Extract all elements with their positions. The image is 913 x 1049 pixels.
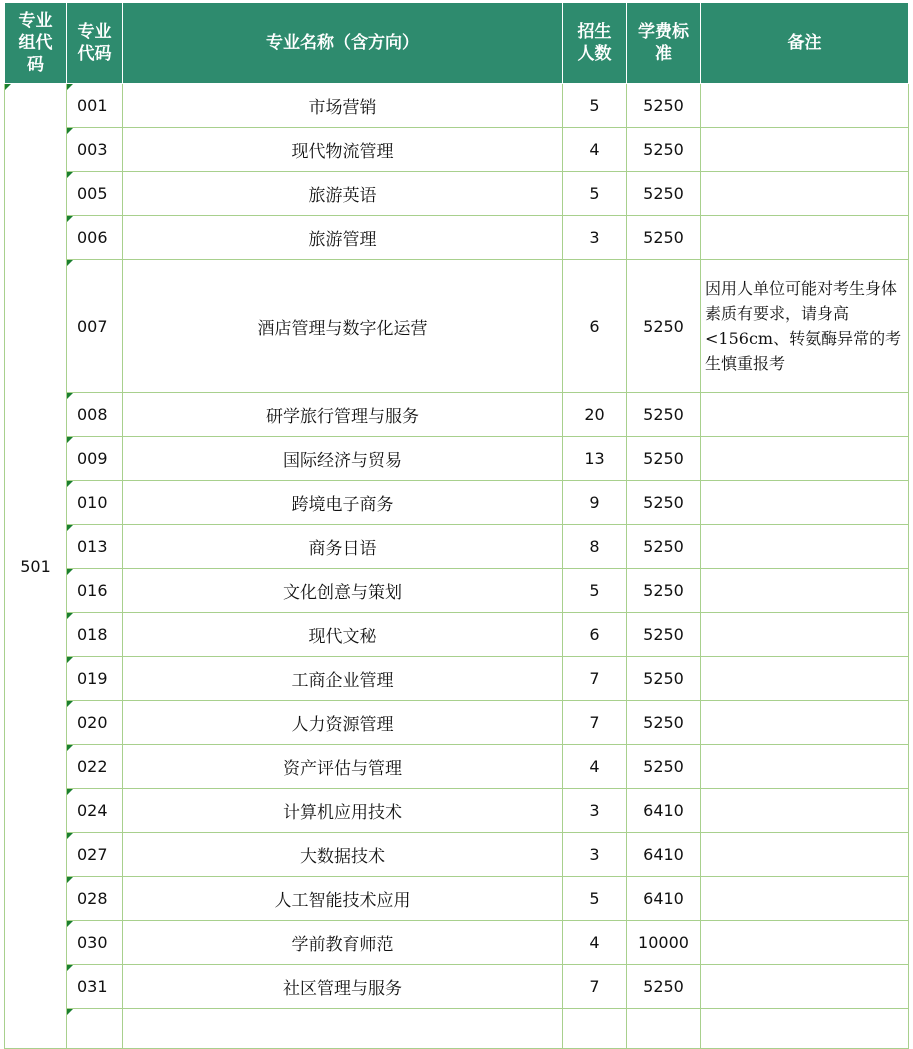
- enroll-count-cell[interactable]: 8: [563, 525, 627, 569]
- remarks-cell[interactable]: [701, 789, 909, 833]
- table-row: [5, 172, 909, 216]
- enroll-count-cell[interactable]: 7: [563, 701, 627, 745]
- tuition-cell[interactable]: 5250: [627, 437, 701, 481]
- remarks-cell[interactable]: [701, 216, 909, 260]
- remarks-cell[interactable]: [701, 965, 909, 1009]
- major-code-cell[interactable]: 001: [67, 84, 123, 128]
- major-code-cell[interactable]: 018: [67, 613, 123, 657]
- enroll-count-cell[interactable]: 20: [563, 393, 627, 437]
- major-name-cell[interactable]: 市场营销: [123, 84, 563, 128]
- remarks-cell[interactable]: [701, 393, 909, 437]
- enroll-count-cell[interactable]: 3: [563, 833, 627, 877]
- table-row: [5, 525, 909, 569]
- major-code-cell[interactable]: 024: [67, 789, 123, 833]
- empty-cell[interactable]: [563, 1009, 627, 1049]
- tuition-cell[interactable]: 5250: [627, 613, 701, 657]
- enroll-count-cell[interactable]: 4: [563, 745, 627, 789]
- major-code-cell[interactable]: 010: [67, 481, 123, 525]
- enroll-count-cell[interactable]: 5: [563, 172, 627, 216]
- major-code-cell[interactable]: 005: [67, 172, 123, 216]
- tuition-cell[interactable]: 10000: [627, 921, 701, 965]
- table-row: [5, 128, 909, 172]
- table-row: [5, 260, 909, 393]
- header-tuition[interactable]: 学费标 准: [627, 3, 701, 84]
- major-name-cell[interactable]: 跨境电子商务: [123, 481, 563, 525]
- major-code-cell[interactable]: 007: [67, 260, 123, 393]
- major-name-cell[interactable]: 学前教育师范: [123, 921, 563, 965]
- enroll-count-cell[interactable]: 5: [563, 84, 627, 128]
- table-row: [5, 481, 909, 525]
- table-row: [5, 1009, 909, 1049]
- major-code-cell[interactable]: 028: [67, 877, 123, 921]
- remarks-cell[interactable]: [701, 877, 909, 921]
- major-code-cell[interactable]: 031: [67, 965, 123, 1009]
- major-name-cell[interactable]: 酒店管理与数字化运营: [123, 260, 563, 393]
- major-name-cell[interactable]: 国际经济与贸易: [123, 437, 563, 481]
- remarks-cell[interactable]: [701, 172, 909, 216]
- enroll-count-cell[interactable]: 13: [563, 437, 627, 481]
- major-code-cell[interactable]: 020: [67, 701, 123, 745]
- remarks-cell[interactable]: [701, 921, 909, 965]
- remarks-cell[interactable]: [701, 84, 909, 128]
- header-major-name[interactable]: 专业名称（含方向）: [123, 3, 563, 84]
- tuition-cell[interactable]: 5250: [627, 260, 701, 393]
- major-code-cell[interactable]: 016: [67, 569, 123, 613]
- remarks-cell[interactable]: [701, 525, 909, 569]
- enroll-count-cell[interactable]: 4: [563, 921, 627, 965]
- major-name-cell[interactable]: 资产评估与管理: [123, 745, 563, 789]
- table-row: [5, 965, 909, 1009]
- major-name-cell[interactable]: 大数据技术: [123, 833, 563, 877]
- enroll-count-cell[interactable]: 9: [563, 481, 627, 525]
- enroll-count-cell[interactable]: 4: [563, 128, 627, 172]
- enroll-count-cell[interactable]: 5: [563, 569, 627, 613]
- major-name-cell[interactable]: 文化创意与策划: [123, 569, 563, 613]
- table-row: [5, 833, 909, 877]
- tuition-cell[interactable]: 5250: [627, 128, 701, 172]
- table-row: [5, 569, 909, 613]
- remarks-cell[interactable]: 因用人单位可能对考生身体素质有要求，请身高<156cm、转氨酶异常的考生慎重报考: [701, 260, 909, 393]
- tuition-cell[interactable]: 5250: [627, 172, 701, 216]
- enroll-count-cell[interactable]: 6: [563, 260, 627, 393]
- tuition-cell[interactable]: 5250: [627, 525, 701, 569]
- remarks-cell[interactable]: [701, 569, 909, 613]
- table-row: [5, 216, 909, 260]
- major-name-cell[interactable]: 人力资源管理: [123, 701, 563, 745]
- major-name-cell[interactable]: 社区管理与服务: [123, 965, 563, 1009]
- tuition-cell[interactable]: 5250: [627, 745, 701, 789]
- enroll-count-cell[interactable]: 3: [563, 789, 627, 833]
- table-row: [5, 437, 909, 481]
- remarks-cell[interactable]: [701, 481, 909, 525]
- remarks-cell[interactable]: [701, 657, 909, 701]
- tuition-cell[interactable]: 5250: [627, 481, 701, 525]
- major-name-cell[interactable]: 现代物流管理: [123, 128, 563, 172]
- enrollment-table: [4, 2, 909, 1049]
- major-name-cell[interactable]: 旅游英语: [123, 172, 563, 216]
- remarks-cell[interactable]: [701, 701, 909, 745]
- enroll-count-cell[interactable]: 6: [563, 613, 627, 657]
- remarks-cell[interactable]: [701, 745, 909, 789]
- table-row: [5, 921, 909, 965]
- major-code-cell[interactable]: 030: [67, 921, 123, 965]
- major-code-cell[interactable]: 027: [67, 833, 123, 877]
- major-name-cell[interactable]: 商务日语: [123, 525, 563, 569]
- header-group-code[interactable]: 专业 组代 码: [5, 3, 67, 84]
- major-code-cell[interactable]: 022: [67, 745, 123, 789]
- enroll-count-cell[interactable]: 7: [563, 965, 627, 1009]
- table-row: [5, 701, 909, 745]
- major-name-cell[interactable]: 计算机应用技术: [123, 789, 563, 833]
- empty-cell[interactable]: [627, 1009, 701, 1049]
- tuition-cell[interactable]: 5250: [627, 657, 701, 701]
- tuition-cell[interactable]: 5250: [627, 84, 701, 128]
- remarks-cell[interactable]: [701, 437, 909, 481]
- major-code-cell[interactable]: 008: [67, 393, 123, 437]
- tuition-cell[interactable]: 6410: [627, 833, 701, 877]
- empty-cell[interactable]: [701, 1009, 909, 1049]
- table-row: [5, 877, 909, 921]
- table-row: [5, 745, 909, 789]
- empty-cell[interactable]: [67, 1009, 123, 1049]
- major-code-cell[interactable]: 003: [67, 128, 123, 172]
- remarks-cell[interactable]: [701, 833, 909, 877]
- major-code-cell[interactable]: 013: [67, 525, 123, 569]
- major-name-cell[interactable]: 现代文秘: [123, 613, 563, 657]
- group-code-cell[interactable]: 501: [5, 84, 67, 1049]
- tuition-cell[interactable]: 5250: [627, 569, 701, 613]
- enroll-count-cell[interactable]: 3: [563, 216, 627, 260]
- remarks-cell[interactable]: [701, 613, 909, 657]
- header-remarks[interactable]: 备注: [701, 3, 909, 84]
- enroll-count-cell[interactable]: 5: [563, 877, 627, 921]
- header-major-code[interactable]: 专业 代码: [67, 3, 123, 84]
- tuition-cell[interactable]: 5250: [627, 393, 701, 437]
- table-row: [5, 613, 909, 657]
- major-name-cell[interactable]: 工商企业管理: [123, 657, 563, 701]
- tuition-cell[interactable]: 5250: [627, 701, 701, 745]
- empty-cell[interactable]: [123, 1009, 563, 1049]
- major-code-cell[interactable]: 006: [67, 216, 123, 260]
- major-code-cell[interactable]: 019: [67, 657, 123, 701]
- header-row: [5, 3, 909, 84]
- tuition-cell[interactable]: 6410: [627, 789, 701, 833]
- table-row: [5, 393, 909, 437]
- table-row: [5, 789, 909, 833]
- tuition-cell[interactable]: 5250: [627, 216, 701, 260]
- enroll-count-cell[interactable]: 7: [563, 657, 627, 701]
- major-code-cell[interactable]: 009: [67, 437, 123, 481]
- tuition-cell[interactable]: 6410: [627, 877, 701, 921]
- major-name-cell[interactable]: 旅游管理: [123, 216, 563, 260]
- major-name-cell[interactable]: 人工智能技术应用: [123, 877, 563, 921]
- tuition-cell[interactable]: 5250: [627, 965, 701, 1009]
- major-name-cell[interactable]: 研学旅行管理与服务: [123, 393, 563, 437]
- table-row: [5, 84, 909, 128]
- table-row: [5, 657, 909, 701]
- header-enroll-count[interactable]: 招生 人数: [563, 3, 627, 84]
- remarks-cell[interactable]: [701, 128, 909, 172]
